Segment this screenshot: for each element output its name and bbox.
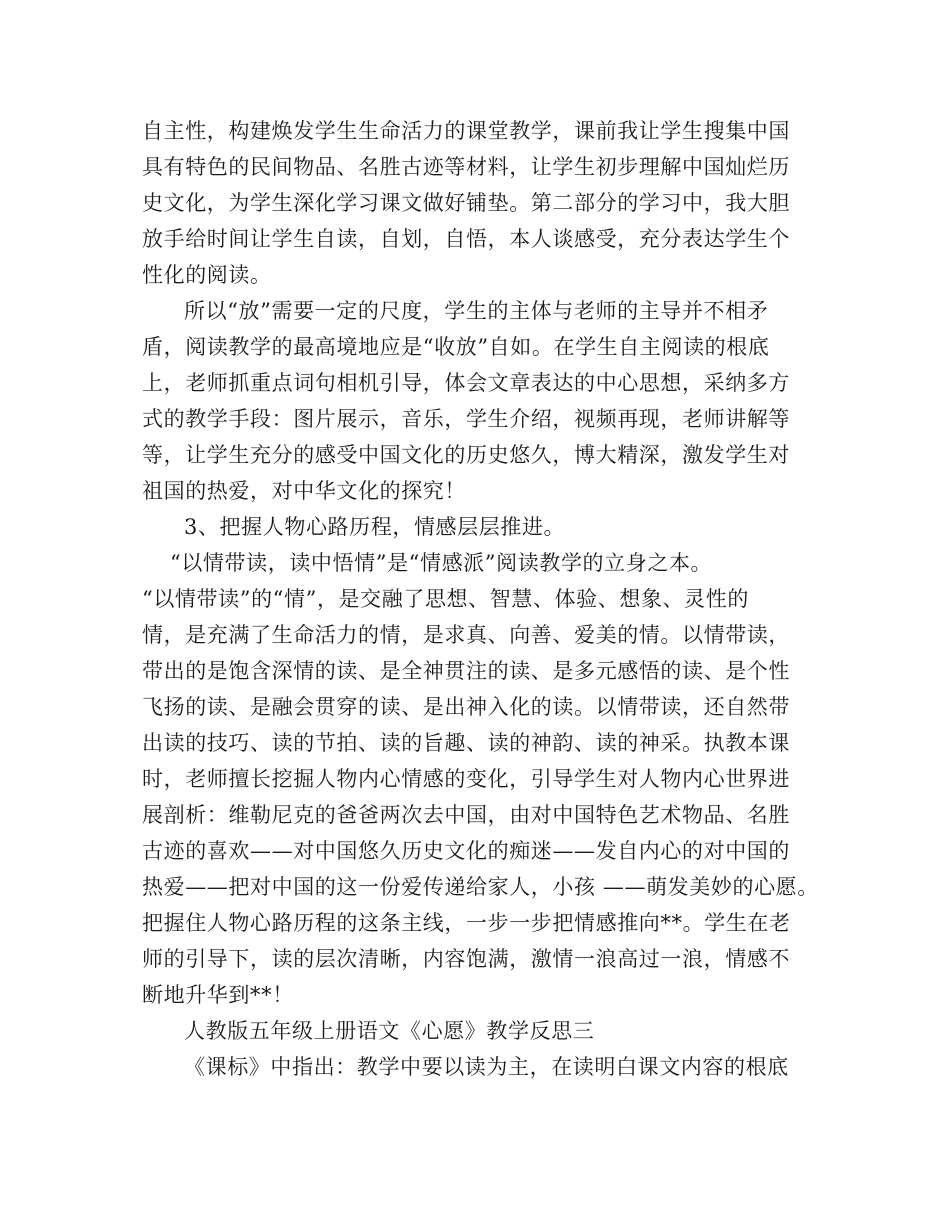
text-line-24: 师的引导下，读的层次清晰，内容饱满，激情一浪高过一浪，情感不 bbox=[142, 947, 790, 971]
text-line-15: 情，是充满了生命活力的情，是求真、向善、爱美的情。以情带读， bbox=[142, 623, 790, 647]
text-line-1: 自主性，构建焕发学生生命活力的课堂教学，课前我让学生搜集中国 bbox=[142, 119, 790, 143]
text-line-2: 具有特色的民间物品、名胜古迹等材料，让学生初步理解中国灿烂历 bbox=[142, 155, 790, 179]
text-line-19: 时，老师擅长挖掘人物内心情感的变化，引导学生对人物内心世界进 bbox=[142, 767, 790, 791]
text-line-9: 式的教学手段：图片展示，音乐，学生介绍，视频再现，老师讲解等 bbox=[142, 407, 790, 431]
text-line-10: 等，让学生充分的感受中国文化的历史悠久，博大精深，激发学生对 bbox=[142, 443, 790, 467]
article-title-line: 人教版五年级上册语文《心愿》教学反思三 bbox=[184, 1019, 595, 1043]
text-line-23: 把握住人物心路历程的这条主线，一步一步把情感推向**。学生在老 bbox=[142, 911, 791, 935]
text-line-20: 展剖析：维勒尼克的爸爸两次去中国，由对中国特色艺术物品、名胜 bbox=[142, 803, 790, 827]
text-line-22: 热爱——把对中国的这一份爱传递给家人，小孩 ——萌发美妙的心愿。 bbox=[142, 875, 819, 899]
text-line-18: 出读的技巧、读的节拍、读的旨趣、读的神韵、读的神采。执教本课 bbox=[142, 731, 790, 755]
text-line-21: 古迹的喜欢——对中国悠久历史文化的痴迷——发自内心的对中国的 bbox=[142, 839, 790, 863]
text-line-8: 上，老师抓重点词句相机引导，体会文章表达的中心思想，采纳多方 bbox=[142, 371, 790, 395]
text-line-14: “以情带读”的“情”，是交融了思想、智慧、体验、想象、灵性的 bbox=[142, 587, 749, 611]
text-line-16: 带出的是饱含深情的读、是全神贯注的读、是多元感悟的读、是个性 bbox=[142, 659, 790, 683]
text-line-11: 祖国的热爱，对中华文化的探究！ bbox=[142, 479, 466, 503]
text-line-17: 飞扬的读、是融会贯穿的读、是出神入化的读。以情带读，还自然带 bbox=[142, 695, 790, 719]
text-line-13: “以情带读，读中悟情”是“情感派”阅读教学的立身之本。 bbox=[170, 551, 713, 575]
text-line-4: 放手给时间让学生自读，自划，自悟，本人谈感受，充分表达学生个 bbox=[142, 227, 790, 251]
text-line-25: 断地升华到**！ bbox=[142, 983, 294, 1007]
text-line-7: 盾，阅读教学的最高境地应是“收放”自如。在学生自主阅读的根底 bbox=[142, 335, 770, 359]
text-line-5: 性化的阅读。 bbox=[142, 263, 272, 287]
text-line-6: 所以“放”需要一定的尺度，学生的主体与老师的主导并不相矛 bbox=[184, 299, 769, 323]
text-line-27: 《课标》中指出：教学中要以读为主，在读明白课文内容的根底 bbox=[184, 1055, 789, 1079]
text-line-3: 史文化，为学生深化学习课文做好铺垫。第二部分的学习中，我大胆 bbox=[142, 191, 790, 215]
section-heading-3: 3、把握人物心路历程，情感层层推进。 bbox=[184, 515, 566, 539]
